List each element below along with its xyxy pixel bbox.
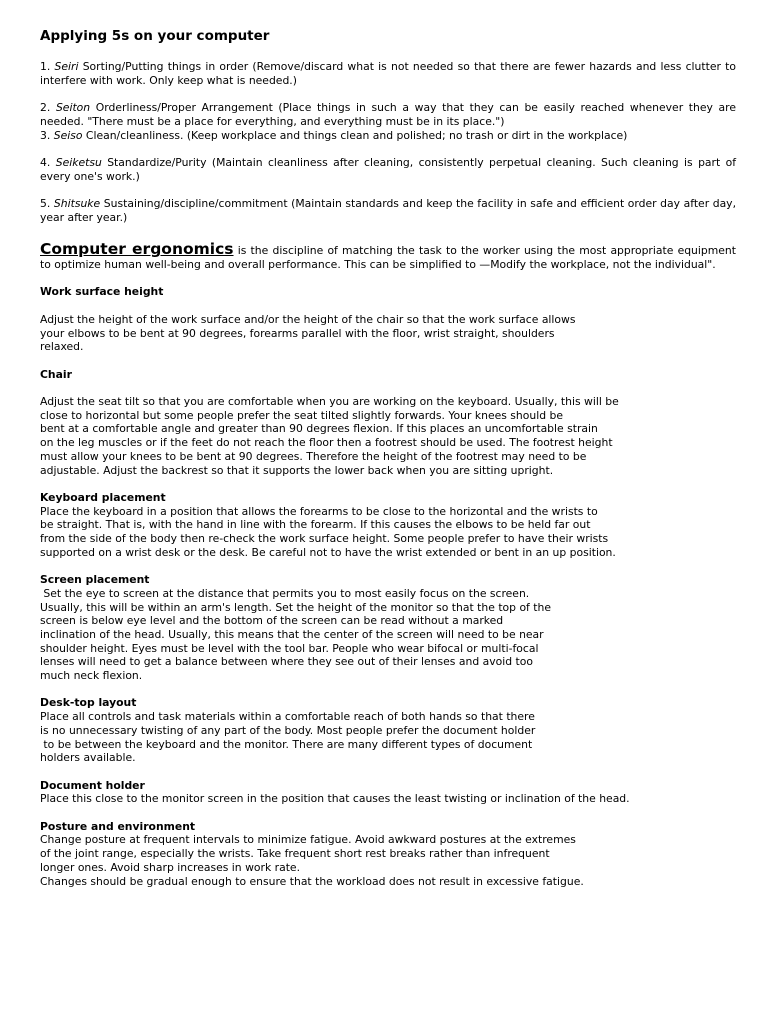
section-body [40,395,736,477]
text-line: Change posture at frequent intervals to minimize fatigue. Avoid awkward postures at the extremes [40,833,576,847]
five-s-item-2 [40,101,736,128]
text-line: lenses will need to get a balance between where they see out of their lenses and avoid too [40,655,533,669]
section-heading: Screen placement [40,573,150,587]
text-line: Place this close to the monitor screen in the position that causes the least twisting or inclination of the head. [40,792,630,806]
text-line: on the leg muscles or if the feet do not reach the floor then a footrest should be used. The footrest height [40,436,613,450]
section-keyboard [40,491,736,560]
text-line: holders available. [40,751,136,765]
item-number: 5. [40,196,51,210]
text-line: Adjust the height of the work surface and/or the height of the chair so that the work surface allows [40,312,576,326]
ergonomics-heading: Computer ergonomics [40,240,234,259]
text-line: much neck flexion. [40,669,143,683]
text-line: bent at a comfortable angle and greater than 90 degrees flexion. If this places an uncomfortable strain [40,422,598,436]
item-text: Sorting/Putting things in order (Remove/discard what is not needed so that there are fewer hazards and less clutter to interfere with work. Only keep what is needed.) [40,60,737,87]
section-heading: Document holder [40,778,145,792]
five-s-item-1 [40,60,736,87]
item-term: Seiso [53,128,83,142]
section-body [40,833,736,888]
item-text: Standardize/Purity (Maintain cleanliness after cleaning, consistently perpetual cleaning. Such cleaning is part of every one's work.) [40,155,737,183]
text-line: close to horizontal but some people prefer the seat tilted slightly forwards. Your knees should be [40,408,563,422]
item-text: Sustaining/discipline/commitment (Maintain standards and keep the facility in safe and efficient order day after day, year after year.) [40,196,737,224]
text-line: of the joint range, especially the wrists. Take frequent short rest breaks rather than infrequent [40,847,550,861]
text-line: inclination of the head. Usually, this means that the center of the screen will need to be near [40,627,544,641]
text-line: from the side of the body then re-check the work surface height. Some people prefer to have their wrists [40,532,609,546]
text-line: screen is below eye level and the bottom of the screen can be read without a marked [40,614,504,628]
text-line: longer ones. Avoid sharp increases in work rate. [40,860,301,874]
section-body [40,710,736,765]
item-number: 4. [40,155,51,169]
text-line: relaxed. [40,340,84,354]
section-body [40,792,736,806]
text-line: Changes should be gradual enough to ensure that the workload does not result in excessive fatigue. [40,874,584,888]
text-line: Set the eye to screen at the distance that permits you to most easily focus on the screen. [40,586,530,600]
five-s-item-4 [40,156,736,183]
ergonomics-intro [40,240,736,272]
section-heading: Desk-top layout [40,696,137,710]
item-term: Seiketsu [55,155,102,169]
section-work-surface [40,285,736,354]
section-body [40,313,736,354]
section-body [40,505,736,560]
section-heading: Work surface height [40,285,164,299]
item-number: 3. [40,128,51,142]
text-line: Place all controls and task materials within a comfortable reach of both hands so that there [40,710,535,724]
section-heading: Posture and environment [40,819,196,833]
section-heading: Chair [40,367,72,381]
item-term: Seiri [54,60,79,73]
five-s-item-5 [40,197,736,224]
section-body [40,587,736,683]
section-heading: Keyboard placement [40,490,166,504]
section-screen [40,573,736,683]
text-line: supported on a wrist desk or the desk. Be careful not to have the wrist extended or bent in an up position. [40,545,616,559]
document-page [40,28,736,888]
item-number: 2. [40,101,51,115]
item-number: 1. [40,60,51,73]
text-line: be straight. That is, with the hand in line with the forearm. If this causes the elbows to be held far out [40,518,591,532]
section-posture [40,820,736,889]
item-term: Shitsuke [53,196,101,210]
text-line: shoulder height. Eyes must be level with the tool bar. People who wear bifocal or multi-focal [40,641,539,655]
item-term: Seiton [55,101,91,115]
text-line: must allow your knees to be bent at 90 degrees. Therefore the height of the footrest may need to be [40,449,587,463]
text-line: your elbows to be bent at 90 degrees, forearms parallel with the floor, wrist straight, shoulders [40,326,555,340]
item-text: Orderliness/Proper Arrangement (Place things in such a way that they can be easily reached whenever they are needed. "There must be a place for everything, and everything must be in its place.") [40,101,736,128]
section-desktop-layout [40,696,736,765]
five-s-list [40,60,736,224]
ergonomics-intro-text: is the discipline of matching the task to the worker using the most appropriate equipment to optimize human well-being and overall performance. This can be simplified to —Modify the workplace, not the individual". [40,244,736,272]
text-line: Adjust the seat tilt so that you are comfortable when you are working on the keyboard. Usually, this will be [40,395,619,409]
five-s-item-3 [40,129,736,143]
item-text: Clean/cleanliness. (Keep workplace and things clean and polished; no trash or dirt in the workplace) [82,128,628,142]
text-line: Place the keyboard in a position that allows the forearms to be close to the horizontal and the wrists to [40,504,598,518]
section-chair [40,368,736,478]
text-line: is no unnecessary twisting of any part of the body. Most people prefer the document holder [40,723,536,737]
text-line: Usually, this will be within an arm's length. Set the height of the monitor so that the top of the [40,600,552,614]
page-title: Applying 5s on your computer [40,28,270,44]
text-line: to be between the keyboard and the monitor. There are many different types of document [40,737,533,751]
text-line: adjustable. Adjust the backrest so that it supports the lower back when you are sitting upright. [40,463,554,477]
section-document-holder [40,779,736,806]
